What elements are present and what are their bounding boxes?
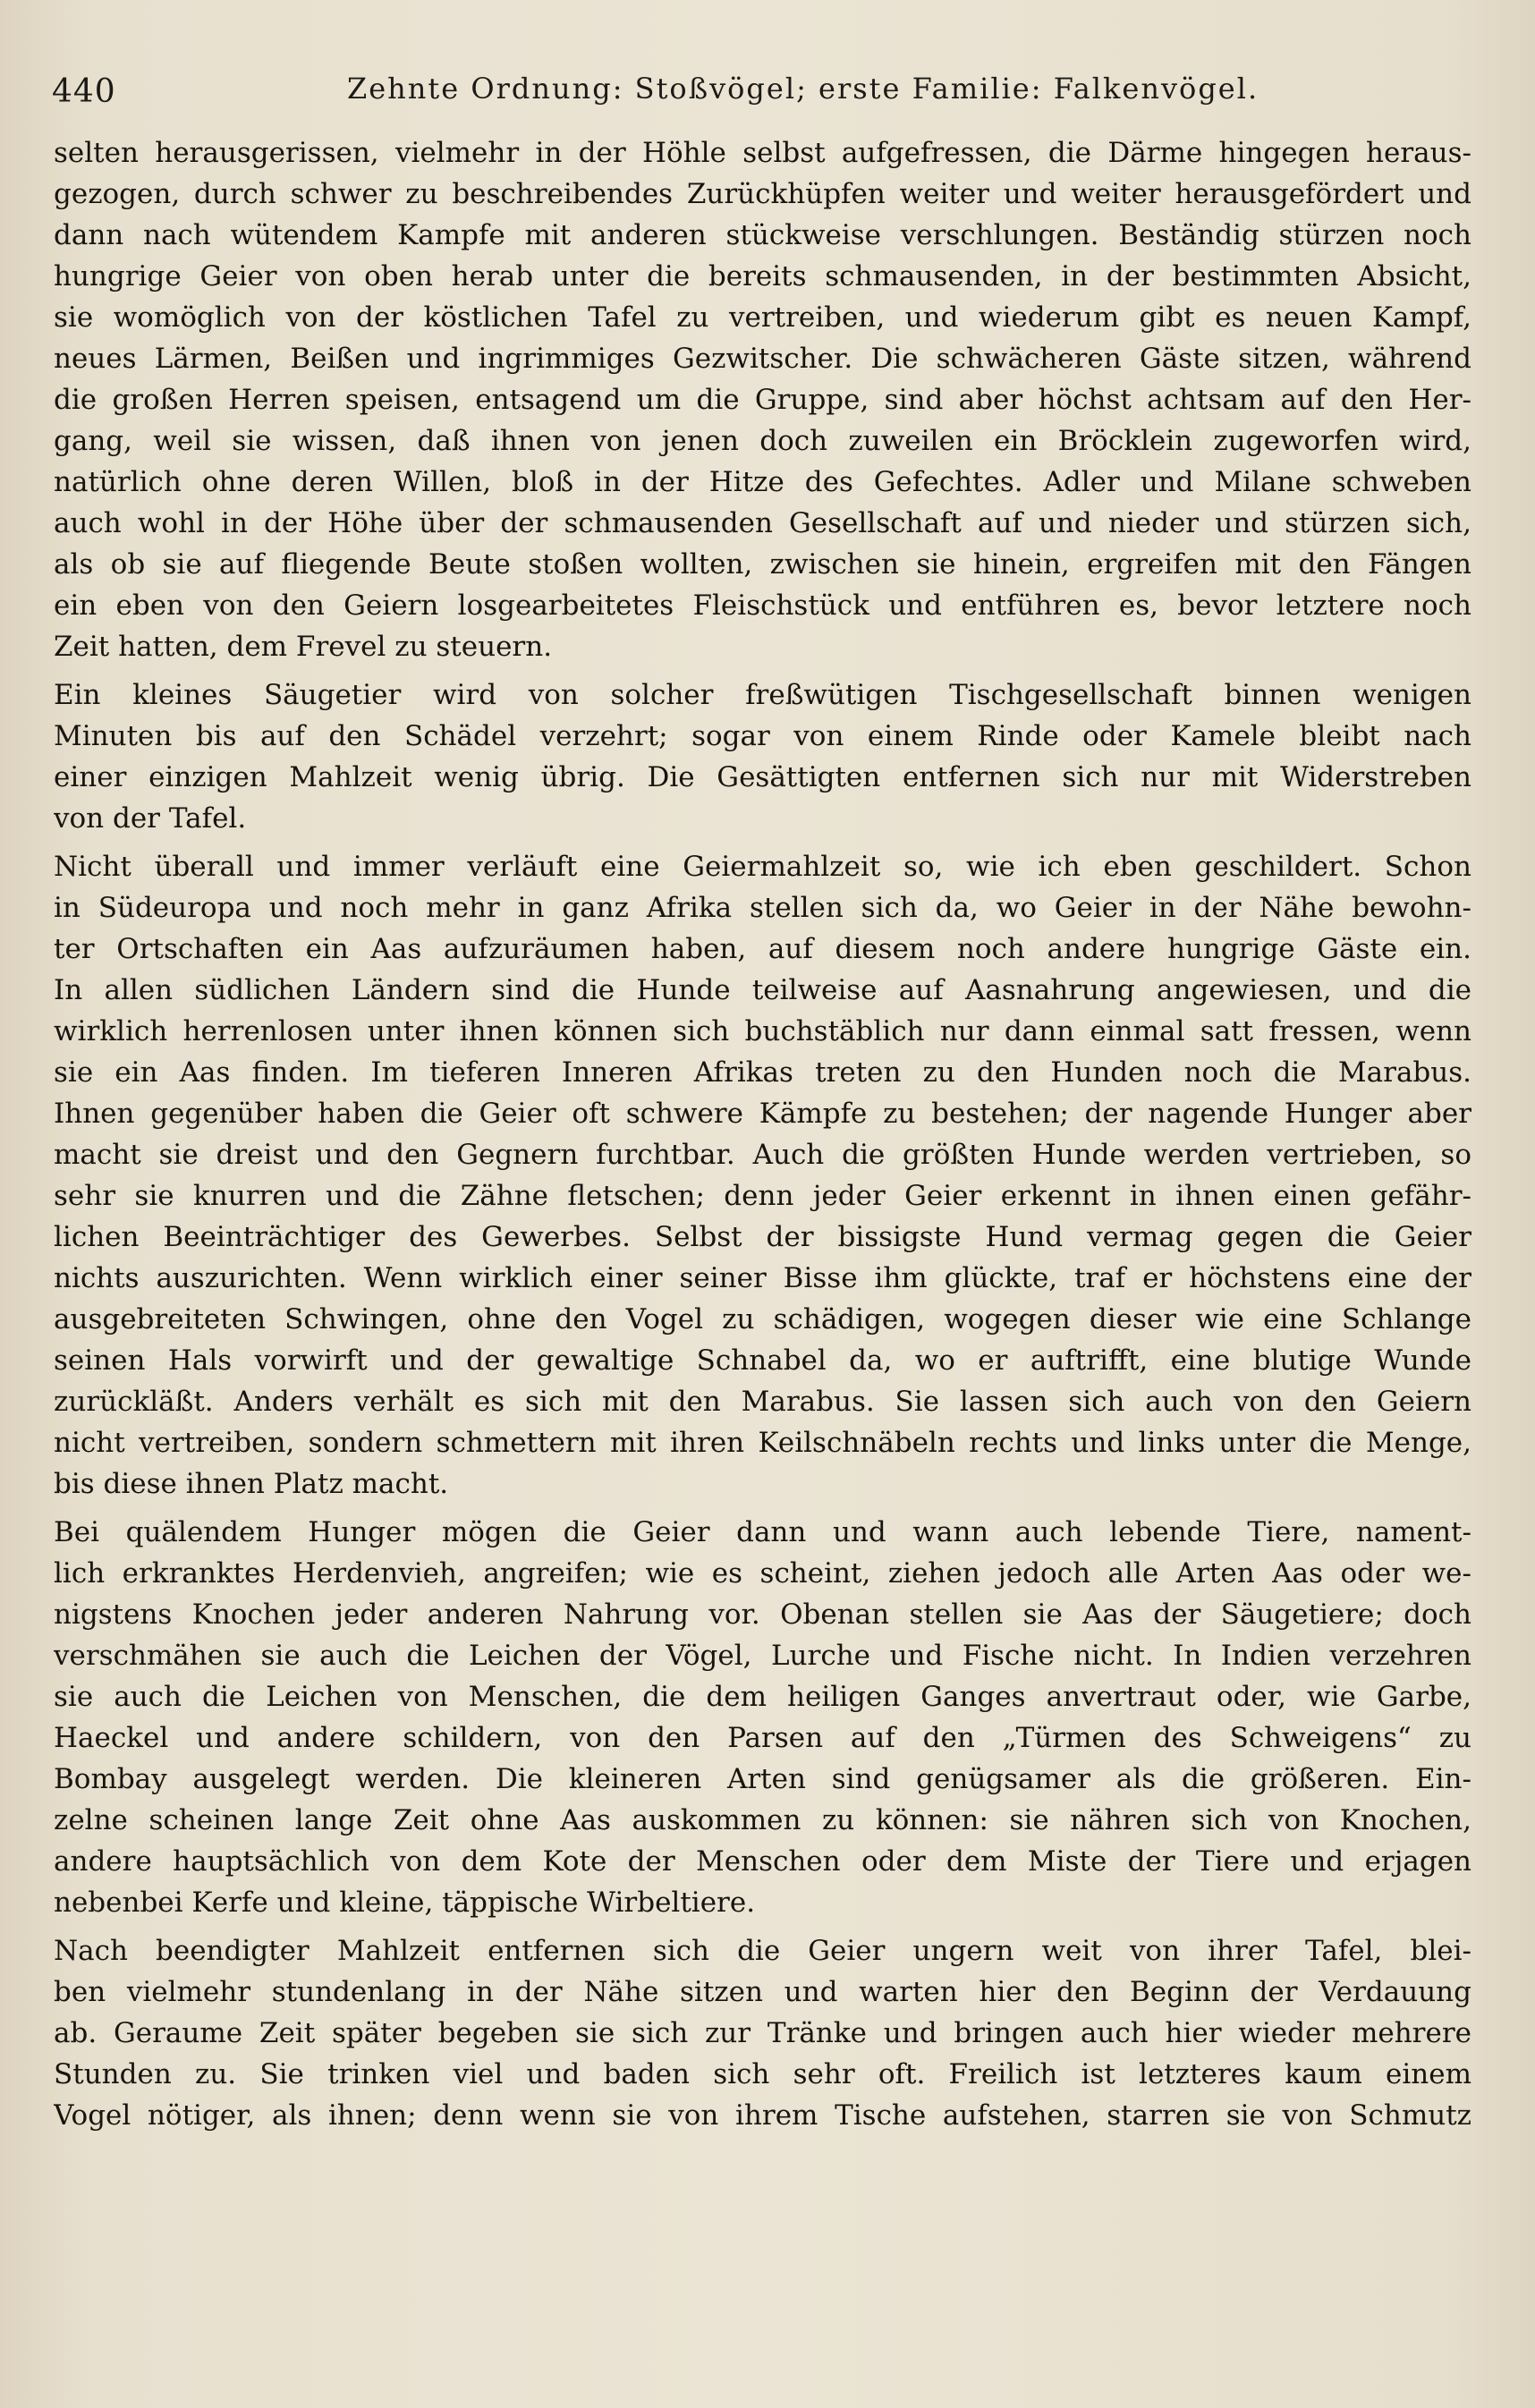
text-line: von der Tafel. xyxy=(54,802,247,835)
text-line: Nach beendigter Mahlzeit entfernen sich die Geier ungern weit von ihrer Tafel, blei- xyxy=(54,1935,1471,1967)
text-line: Zeit hatten, dem Frevel zu steuern. xyxy=(54,631,553,663)
text-line: zelne scheinen lange Zeit ohne Aas auskommen zu können: sie nähren sich von Knochen, xyxy=(54,1804,1471,1836)
text-line: Minuten bis auf den Schädel verzehrt; sogar von einem Rinde oder Kamele bleibt nach xyxy=(54,720,1471,752)
text-line: Nicht überall und immer verläuft eine Geiermahlzeit so, wie ich eben geschildert. Schon xyxy=(54,851,1471,883)
text-line: Ein kleines Säugetier wird von solcher freßwütigen Tischgesellschaft binnen wenigen xyxy=(54,679,1471,711)
text-line: sie ein Aas finden. Im tieferen Inneren Afrikas treten zu den Hunden noch die Marabus. xyxy=(54,1056,1471,1089)
text-line: sehr sie knurren und die Zähne fletschen; denn jeder Geier erkennt in ihnen einen gefähr- xyxy=(54,1180,1471,1212)
text-line: ein eben von den Geiern losgearbeitetes Fleischstück und entführen es, bevor letztere noch xyxy=(54,589,1471,622)
text-line: einer einzigen Mahlzeit wenig übrig. Die Gesättigten entfernen sich nur mit Widerstreben xyxy=(54,761,1471,793)
paragraph xyxy=(54,846,1471,1505)
paragraph xyxy=(54,132,1471,667)
text-line: die großen Herren speisen, entsagend um die Gruppe, sind aber höchst achtsam auf den Her- xyxy=(54,384,1471,416)
page-number: 440 xyxy=(52,73,116,110)
text-line: ab. Geraume Zeit später begeben sie sich zur Tränke und bringen auch hier wieder mehrere xyxy=(54,2017,1471,2049)
running-title: Zehnte Ordnung: Stoßvögel; erste Familie: Falkenvögel. xyxy=(347,72,1259,106)
text-line: wirklich herrenlosen unter ihnen können sich buchstäblich nur dann einmal satt fressen, wenn xyxy=(54,1015,1471,1047)
text-line: gang, weil sie wissen, daß ihnen von jenen doch zuweilen ein Bröcklein zugeworfen wird, xyxy=(54,425,1471,457)
body-text xyxy=(54,132,1471,2143)
text-line: zurückläßt. Anders verhält es sich mit den Marabus. Sie lassen sich auch von den Geiern xyxy=(54,1386,1471,1418)
text-line: ter Ortschaften ein Aas aufzuräumen haben, auf diesem noch andere hungrige Gäste ein. xyxy=(54,933,1471,965)
text-line: andere hauptsächlich von dem Kote der Menschen oder dem Miste der Tiere und erjagen xyxy=(54,1845,1471,1878)
text-line: nigstens Knochen jeder anderen Nahrung vor. Obenan stellen sie Aas der Säugetiere; doch xyxy=(54,1598,1471,1631)
text-line: Bei quälendem Hunger mögen die Geier dann und wann auch lebende Tiere, nament- xyxy=(54,1516,1471,1548)
text-line: lich erkranktes Herdenvieh, angreifen; wie es scheint, ziehen jedoch alle Arten Aas oder we- xyxy=(54,1557,1471,1590)
text-line: Stunden zu. Sie trinken viel und baden sich sehr oft. Freilich ist letzteres kaum einem xyxy=(54,2058,1471,2090)
page-header xyxy=(52,64,1483,118)
text-line: sie auch die Leichen von Menschen, die dem heiligen Ganges anvertraut oder, wie Garbe, xyxy=(54,1681,1471,1713)
text-line: Haeckel und andere schildern, von den Parsen auf den „Türmen des Schweigens“ zu xyxy=(54,1722,1471,1754)
text-line: ausgebreiteten Schwingen, ohne den Vogel zu schädigen, wogegen dieser wie eine Schlange xyxy=(54,1303,1471,1335)
text-line: Bombay ausgelegt werden. Die kleineren Arten sind genügsamer als die größeren. Ein- xyxy=(54,1763,1471,1795)
paragraph xyxy=(54,1512,1471,1923)
text-line: gezogen, durch schwer zu beschreibendes Zurückhüpfen weiter und weiter herausgefördert und xyxy=(54,178,1471,210)
text-line: macht sie dreist und den Gegnern furchtbar. Auch die größten Hunde werden vertrieben, so xyxy=(54,1139,1471,1171)
paragraph xyxy=(54,1930,1471,2136)
paragraph xyxy=(54,674,1471,839)
text-line: In allen südlichen Ländern sind die Hunde teilweise auf Aasnahrung angewiesen, und die xyxy=(54,974,1471,1006)
text-line: verschmähen sie auch die Leichen der Vögel, Lurche und Fische nicht. In Indien verzehren xyxy=(54,1640,1471,1672)
text-line: seinen Hals vorwirft und der gewaltige Schnabel da, wo er auftrifft, eine blutige Wunde xyxy=(54,1344,1471,1377)
text-line: sie womöglich von der köstlichen Tafel zu vertreiben, und wiederum gibt es neuen Kampf, xyxy=(54,301,1471,334)
text-line: nichts auszurichten. Wenn wirklich einer seiner Bisse ihm glückte, traf er höchstens eine der xyxy=(54,1262,1471,1294)
text-line: als ob sie auf fliegende Beute stoßen wollten, zwischen sie hinein, ergreifen mit den Fängen xyxy=(54,548,1471,581)
text-line: bis diese ihnen Platz macht. xyxy=(54,1468,449,1500)
text-line: in Südeuropa und noch mehr in ganz Afrika stellen sich da, wo Geier in der Nähe bewohn- xyxy=(54,892,1471,924)
text-line: selten herausgerissen, vielmehr in der Höhle selbst aufgefressen, die Därme hingegen heraus- xyxy=(54,137,1471,169)
text-line: hungrige Geier von oben herab unter die bereits schmausenden, in der bestimmten Absicht, xyxy=(54,260,1471,293)
text-line: Ihnen gegenüber haben die Geier oft schwere Kämpfe zu bestehen; der nagende Hunger aber xyxy=(54,1098,1471,1130)
text-line: ben vielmehr stundenlang in der Nähe sitzen und warten hier den Beginn der Verdauung xyxy=(54,1976,1471,2008)
text-line: nicht vertreiben, sondern schmettern mit ihren Keilschnäbeln rechts und links unter die Menge, xyxy=(54,1427,1471,1459)
text-line: Vogel nötiger, als ihnen; denn wenn sie von ihrem Tische aufstehen, starren sie von Schmutz xyxy=(54,2099,1471,2132)
text-line: neues Lärmen, Beißen und ingrimmiges Gezwitscher. Die schwächeren Gäste sitzen, während xyxy=(54,343,1471,375)
text-line: auch wohl in der Höhe über der schmausenden Gesellschaft auf und nieder und stürzen sich, xyxy=(54,507,1471,539)
text-line: dann nach wütendem Kampfe mit anderen stückweise verschlungen. Beständig stürzen noch xyxy=(54,219,1471,251)
text-line: nebenbei Kerfe und kleine, täppische Wirbeltiere. xyxy=(54,1887,756,1919)
text-line: lichen Beeinträchtiger des Gewerbes. Selbst der bissigste Hund vermag gegen die Geier xyxy=(54,1221,1471,1253)
text-line: natürlich ohne deren Willen, bloß in der Hitze des Gefechtes. Adler und Milane schweben xyxy=(54,466,1471,498)
